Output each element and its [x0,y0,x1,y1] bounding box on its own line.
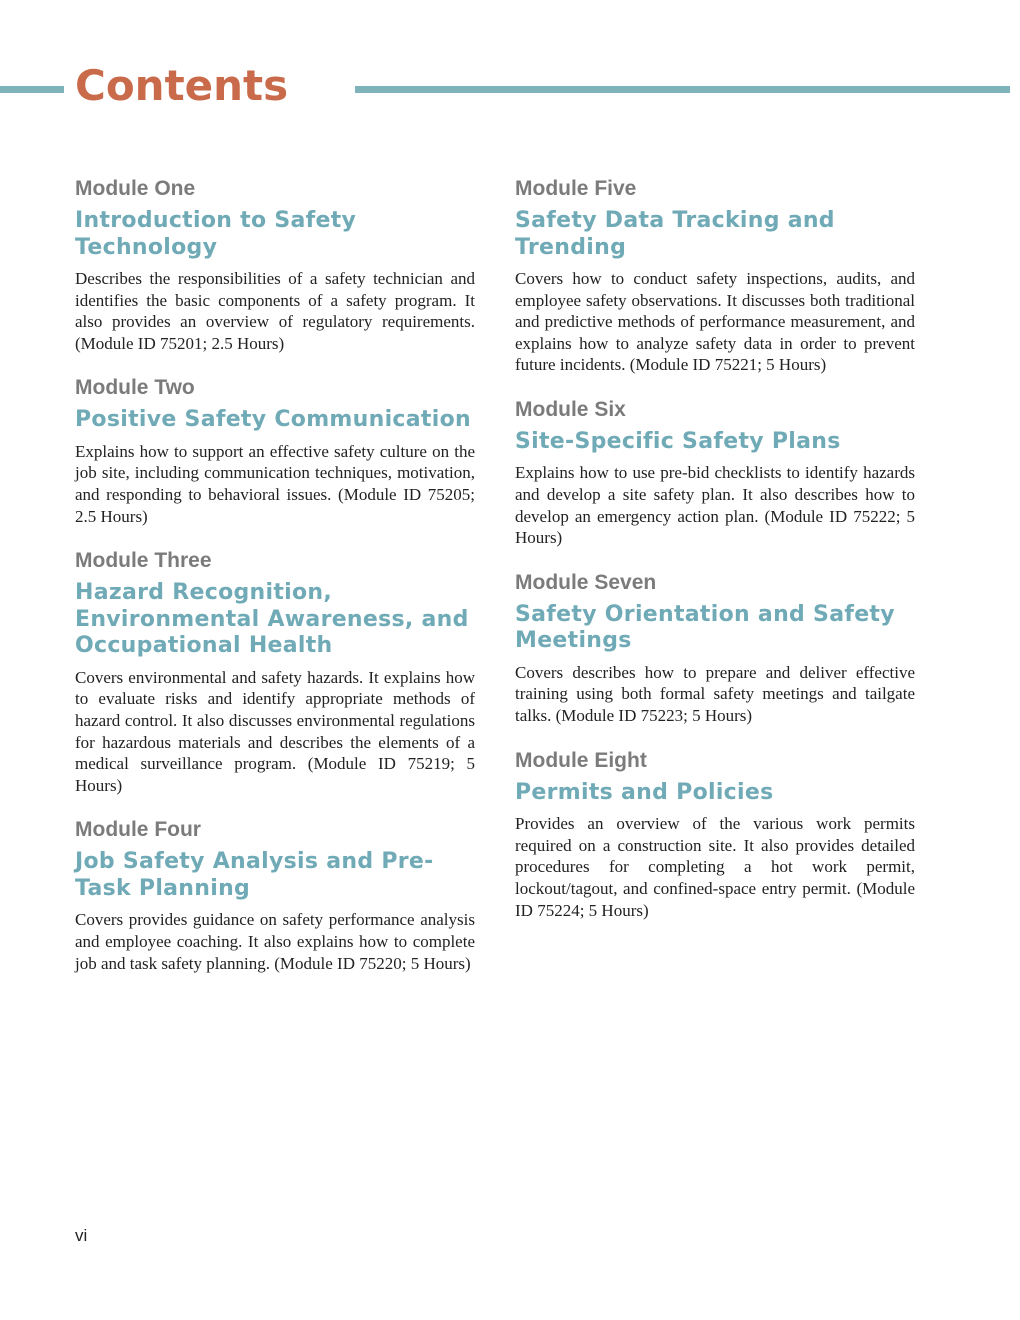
contents-column-left [75,174,475,993]
module-entry [515,568,915,727]
module-entry [75,546,475,796]
header-rule-right [355,86,1010,93]
module-entry [75,174,475,354]
module-title: Hazard Recognition, Environmental Awareness, and Occupational Health [75,580,469,659]
page-number: vi [75,1226,88,1245]
module-description: Covers describes how to prepare and deliver effective training using both formal safety meetings and tailgate talks. (Module ID 75223; 5 Hours) [515,662,915,726]
module-title: Safety Data Tracking and Trending [515,208,835,260]
module-label: Module Two [75,376,195,400]
module-description: Covers environmental and safety hazards. It explains how to evaluate risks and identify appropriate methods of hazard control. It also discusses environmental regulations for hazardous materials and describes the elements of a medical surveillance program. (Module ID 75219; 5 Hours) [75,667,475,795]
module-label: Module Four [75,818,201,842]
module-title: Permits and Policies [515,779,774,805]
module-title: Positive Safety Communication [75,407,471,433]
module-description: Covers how to conduct safety inspections, audits, and employee safety observations. It discusses both traditional and predictive methods of performance measurement, and explains how to analyze safety data in order to prevent future incidents. (Module ID 75221; 5 Hours) [515,269,915,375]
module-description: Explains how to use pre-bid checklists to identify hazards and develop a site safety plan. It also describes how to develop an emergency action plan. (Module ID 75222; 5 Hours) [515,463,915,548]
module-entry [515,174,915,376]
module-entry [515,746,915,921]
module-label: Module Seven [515,570,657,594]
module-label: Module One [75,177,196,200]
module-label: Module Three [75,549,212,573]
module-entry [75,815,475,974]
module-description: Covers provides guidance on safety performance analysis and employee coaching. It also explains how to complete job and task safety planning. (Module ID 75220; 5 Hours) [75,910,475,973]
page-title: Contents [75,61,289,110]
header-rule-left [0,86,64,93]
module-entry [75,373,475,527]
module-description: Explains how to support an effective safety culture on the job site, including communication techniques, motivation, and responding to behavioral issues. (Module ID 75205; 2.5 Hours) [75,441,475,526]
module-entry [515,395,915,549]
module-title: Safety Orientation and Safety Meetings [515,601,895,654]
module-label: Module Five [515,177,637,200]
module-description: Describes the responsibilities of a safety technician and identifies the basic components of a safety program. It also provides an overview of regulatory requirements. (Module ID 75201; 2.5 Hours) [75,269,475,353]
contents-column-right [515,174,915,940]
module-label: Module Six [515,397,626,421]
module-label: Module Eight [515,748,647,772]
module-description: Provides an overview of the various work permits required on a construction site. It also provides detailed procedures for completing a hot work permit, lockout/tagout, and confined-space entry permit. (Module ID 75224; 5 Hours) [515,814,915,920]
module-title: Site-Specific Safety Plans [515,428,841,454]
module-title: Job Safety Analysis and Pre-Task Planning [75,849,434,901]
module-title: Introduction to Safety Technology [75,208,357,260]
